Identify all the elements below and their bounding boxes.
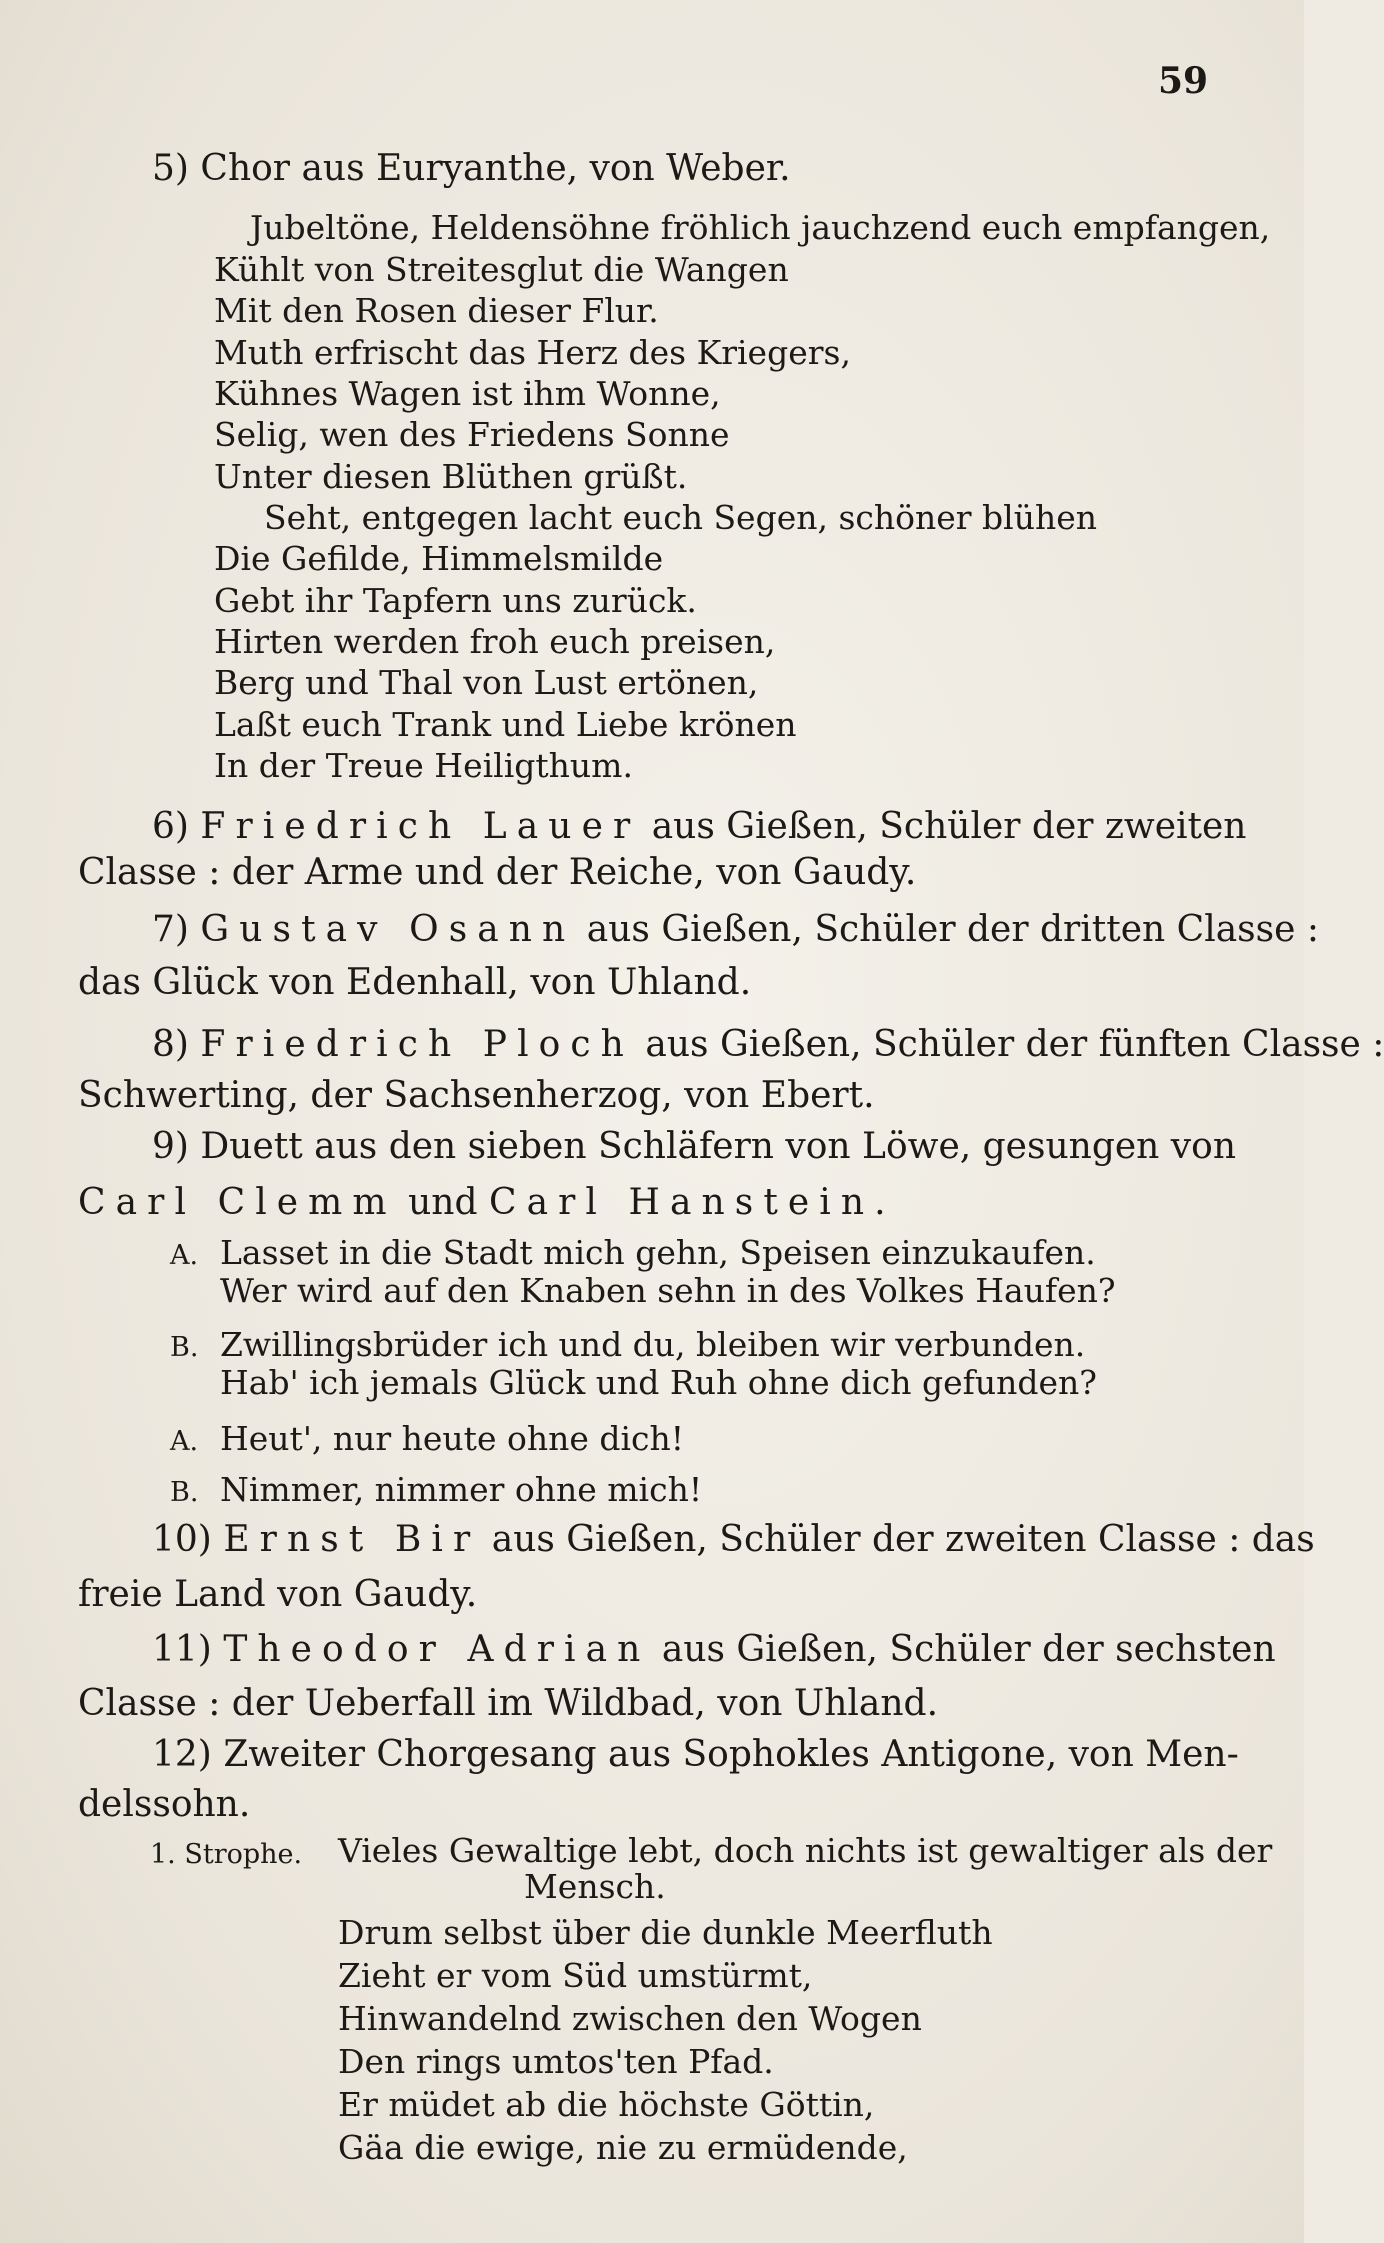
item-10-line-2: freie Land von Gaudy. [78, 1574, 478, 1615]
item-8-line-2: Schwerting, der Sachsenherzog, von Ebert. [78, 1075, 875, 1116]
item-6-line-2: Classe : der Arme und der Reiche, von Gaudy. [78, 852, 917, 893]
item-9-line-1 [152, 1127, 1236, 1167]
item-text: Zweiter Chorgesang aus Sophokles Antigone, von Men- [223, 1734, 1239, 1775]
dialogue-line [170, 1233, 1096, 1276]
verse-line: Muth erfrischt das Herz des Kriegers, [214, 333, 851, 372]
item-text: aus Gießen, Schüler der fünften Classe : [645, 1024, 1384, 1065]
verse-line: In der Treue Heiligthum. [214, 746, 633, 785]
student-name: Theodor Adrian [223, 1629, 651, 1670]
verse-line: Gebt ihr Tapfern uns zurück. [214, 581, 697, 620]
student-name: Friedrich Ploch [200, 1024, 634, 1065]
item-9-line-2 [78, 1183, 896, 1223]
dialogue-text: Lasset in die Stadt mich gehn, Speisen einzukaufen. [220, 1233, 1096, 1272]
dialogue-line [170, 1470, 702, 1513]
dialogue-text: Heut', nur heute ohne dich! [220, 1419, 685, 1458]
verse-line: Jubeltöne, Heldensöhne fröhlich jauchzend euch empfangen, [250, 208, 1271, 247]
verse-line: Hirten werden froh euch preisen, [214, 622, 776, 661]
student-name: Gustav Osann [200, 909, 576, 950]
item-number: 6) [152, 806, 189, 847]
item-title: Chor aus Euryanthe, von Weber. [200, 148, 791, 189]
dialogue-text: Nimmer, nimmer ohne mich! [220, 1470, 703, 1509]
item-number: 11) [152, 1629, 212, 1670]
page-number: 59 [1158, 60, 1209, 102]
student-name: Carl Clemm [78, 1182, 397, 1223]
item-7-line-2: das Glück von Edenhall, von Uhland. [78, 962, 752, 1003]
speaker-label: B. [170, 1477, 199, 1508]
student-name: Ernst Bir [223, 1519, 481, 1560]
item-number: 7) [152, 909, 189, 950]
verse-line: Zieht er vom Süd umstürmt, [338, 1956, 813, 1995]
verse-line: Mensch. [524, 1867, 666, 1906]
item-10-line-1 [152, 1520, 1315, 1560]
student-name: Friedrich Lauer [200, 806, 641, 847]
verse-line: Drum selbst über die dunkle Meerfluth [338, 1913, 993, 1952]
speaker-label: B. [170, 1332, 199, 1363]
item-11-line-2: Classe : der Ueberfall im Wildbad, von Uhland. [78, 1683, 939, 1724]
student-name: Carl Hanstein. [488, 1182, 896, 1223]
verse-line: Hinwandelnd zwischen den Wogen [338, 1999, 922, 2038]
dialogue-line [170, 1325, 1085, 1368]
verse-line: Mit den Rosen dieser Flur. [214, 291, 659, 330]
item-12-line-1 [152, 1735, 1239, 1775]
dialogue-text: Zwillingsbrüder ich und du, bleiben wir verbunden. [220, 1325, 1086, 1364]
dialogue-line: Wer wird auf den Knaben sehn in des Volkes Haufen? [220, 1271, 1116, 1310]
verse-line: Kühlt von Streitesglut die Wangen [214, 250, 789, 289]
verse-line: Kühnes Wagen ist ihm Wonne, [214, 374, 721, 413]
item-8-line-1 [152, 1025, 1384, 1065]
verse-line: Laßt euch Trank und Liebe krönen [214, 705, 797, 744]
strophe-label: 1. Strophe. [150, 1839, 303, 1870]
verse-line: Die Gefilde, Himmelsmilde [214, 539, 664, 578]
verse-line: Selig, wen des Friedens Sonne [214, 415, 730, 454]
verse-line: Gäa die ewige, nie zu ermüdende, [338, 2128, 908, 2167]
item-text: aus Gießen, Schüler der dritten Classe : [586, 909, 1319, 950]
item-5-heading [152, 149, 791, 189]
speaker-label: A. [170, 1240, 199, 1271]
verse-line: Unter diesen Blüthen grüßt. [214, 457, 688, 496]
verse-line: Berg und Thal von Lust ertönen, [214, 663, 759, 702]
item-text: aus Gießen, Schüler der zweiten Classe : das [491, 1519, 1315, 1560]
speaker-label: A. [170, 1426, 199, 1457]
item-number: 10) [152, 1519, 212, 1560]
item-text: Duett aus den sieben Schläfern von Löwe, gesungen von [200, 1126, 1237, 1167]
item-number: 9) [152, 1126, 189, 1167]
dialogue-line: Hab' ich jemals Glück und Ruh ohne dich gefunden? [220, 1363, 1097, 1402]
item-number: 8) [152, 1024, 189, 1065]
verse-line: Seht, entgegen lacht euch Segen, schöner blühen [264, 498, 1098, 537]
item-7-line-1 [152, 910, 1319, 950]
item-number: 12) [152, 1734, 212, 1775]
item-text: aus Gießen, Schüler der zweiten [651, 806, 1247, 847]
item-number: 5) [152, 148, 189, 189]
item-11-line-1 [152, 1630, 1276, 1670]
verse-line: Den rings umtos'ten Pfad. [338, 2042, 774, 2081]
verse-line: Er müdet ab die höchste Göttin, [338, 2085, 875, 2124]
dialogue-line [170, 1419, 684, 1462]
verse-line: Vieles Gewaltige lebt, doch nichts ist gewaltiger als der [338, 1831, 1273, 1870]
item-12-line-2: delssohn. [78, 1784, 251, 1825]
conjunction: und [408, 1182, 478, 1223]
item-text: aus Gießen, Schüler der sechsten [661, 1629, 1276, 1670]
item-6-line-1 [152, 807, 1247, 847]
